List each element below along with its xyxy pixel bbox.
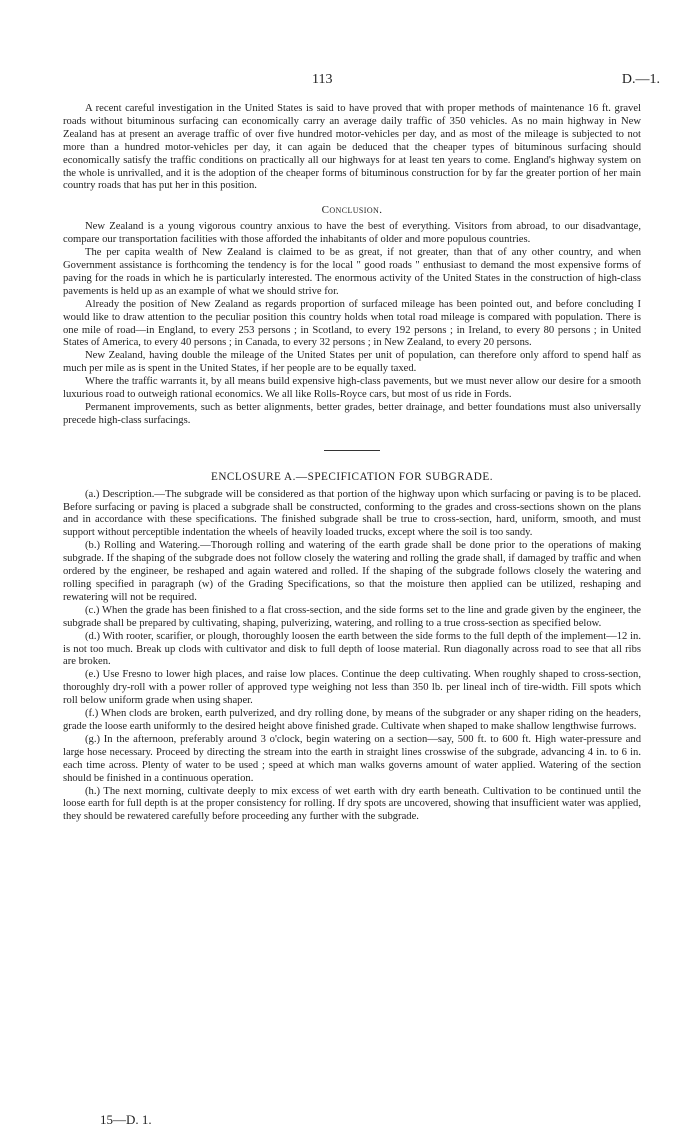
conclusion-paragraph: Where the traffic warrants it, by all means build expensive high-class pavements, but we must never allow our desire for a smooth luxurious road to outweigh rational economics. We all like Rolls-Royce cars, but most of us ride in Fords.: [63, 376, 641, 401]
specification-paragraph: (d.) With rooter, scarifier, or plough, thoroughly loosen the earth between the side forms to the full depth of the implement—12 in. is not too much. Break up clods with cultivator and disk to full depth of loose material. Run diagonally across road to see that all ribs are broken.: [63, 630, 641, 668]
section-divider: [324, 450, 380, 451]
specification-paragraph: (a.) Description.—The subgrade will be considered as that portion of the highway upon which surfacing or paving is to be placed. Before surfacing or paving is placed a subgrade shall be constructed, conforming to the grades and cross-sections shown on the plans and in accordance with these specifications. The finished subgrade shall be true to cross-section, hard, uniform, smooth, and must support without perceptible indentation the wheels of heavily loaded trucks, except where the soil is too sandy.: [63, 488, 641, 539]
conclusion-paragraph: Permanent improvements, such as better alignments, better grades, better drainage, and better foundations must also universally precede high-class surfacings.: [63, 401, 641, 426]
conclusion-paragraph: New Zealand is a young vigorous country anxious to have the best of everything. Visitors from abroad, to our disadvantage, compare our transportation facilities with those afforded the inhabitants of older and more populous countries.: [63, 221, 641, 246]
specification-paragraph: (f.) When clods are broken, earth pulverized, and dry rolling done, by means of the subgrader or any shaper riding on the headers, grade the loose earth uniformly to the desired height above finished grade. Cultivate when shaped to make shallow lengthwise furrows.: [63, 708, 641, 732]
enclosure-heading: ENCLOSURE A.—SPECIFICATION FOR SUBGRADE.: [210, 470, 493, 483]
intro-paragraph: A recent careful investigation in the United States is said to have proved that with proper methods of maintenance 16 ft. gravel roads without bituminous surfacing can economically carry an average daily traffic of 350 vehicles. As no main highway in New Zealand has at present an average traffic of over five hundred motor-vehicles per day, and as most of the mileage is subjected to not more than a hundred motor-vehicles per day, it can again be deduced that the cheaper types of bituminous surfacing should economically satisfy the traffic conditions on practically all our highways for at least ten years to come. England's highway system on the whole is unrivalled, and it is the adoption of the cheaper forms of bituminous construction for by far the greater portion of her main country roads that has put her in this position.: [63, 103, 641, 192]
specification-paragraph: (g.) In the afternoon, preferably around 3 o'clock, begin watering on a section—say, 500 ft. to 600 ft. High water-pressure and large hose necessary. Proceed by directing the stream into the earth in straight lines crosswise of the subgrade, advancing 4 in. to 6 in. each time across. Plenty of water to be used ; speed at which man walks governs amount of water applied. Watering of the section should be finished in a continuous operation.: [63, 733, 641, 784]
body-text: [63, 103, 641, 824]
specification-paragraph: (e.) Use Fresno to lower high places, and raise low places. Continue the deep cultivating. When roughly shaped to cross-section, thoroughly dry-roll with a power roller of approved type weighing not less than 350 lb. per lineal inch of tire-width. Fill spots which roll below uniform grade when using shaper.: [63, 669, 641, 707]
document-reference: D.—1.: [621, 72, 660, 87]
conclusion-heading: Conclusion.: [321, 204, 383, 217]
signature-mark: 15—D. 1.: [100, 1112, 152, 1127]
page-header: [0, 72, 700, 92]
conclusion-paragraph: New Zealand, having double the mileage of the United States per unit of population, can therefore only afford to spend half as much per mile as is spent in the United States, if her people are to be equally taxed.: [63, 350, 641, 375]
conclusion-paragraph: Already the position of New Zealand as regards proportion of surfaced mileage has been pointed out, and before concluding I would like to draw attention to the peculiar position this country holds when total road mileage is compared with population. There is one mile of road—in England, to every 253 persons ; in Scotland, to every 192 persons ; in Ireland, to every 80 persons ; in United States of America, to every 40 persons ; in Canada, to every 32 persons ; in New Zealand, to every 20 persons.: [63, 298, 641, 349]
specification-paragraph: (h.) The next morning, cultivate deeply to mix excess of wet earth with dry earth beneath. Cultivation to be continued until the loose earth for full depth is at the proper consistency for rolling. If dry spots are uncovered, showing that insufficient water was applied, they should be rewatered carefully before proceeding any further with the subgrade.: [63, 785, 641, 823]
conclusion-paragraph: The per capita wealth of New Zealand is claimed to be as great, if not greater, than that of any other country, and when Government assistance is forthcoming the tendency is for the local " good roads " enthusiast to demand the most expensive forms of paving for the roads in which he is particularly interested. The enormous activity of the United States in the construction of high-class pavements is held up as an example of what we should strive for.: [63, 247, 641, 297]
specification-paragraph: (c.) When the grade has been finished to a flat cross-section, and the side forms set to the line and grade given by the engineer, the subgrade shall be prepared by cultivating, shaping, pulverizing, watering, and rolling to a true cross-section as specified below.: [63, 604, 641, 629]
page-number: 113: [312, 72, 333, 87]
specification-paragraph: (b.) Rolling and Watering.—Thorough rolling and watering of the earth grade shall be done prior to the operations of making subgrade. If the shaping of the subgrade does not follow closely the watering and rolling the grade shall, if damaged by traffic and when ordered by the engineer, be reshaped and again watered and rolled. If the shaping of the subgrade follows closely the watering and rolling specified in paragraph (w) of the Grading Specifications, so that the moisture then applied can be utilized, reshaping and rewatering will not be required.: [63, 540, 641, 603]
